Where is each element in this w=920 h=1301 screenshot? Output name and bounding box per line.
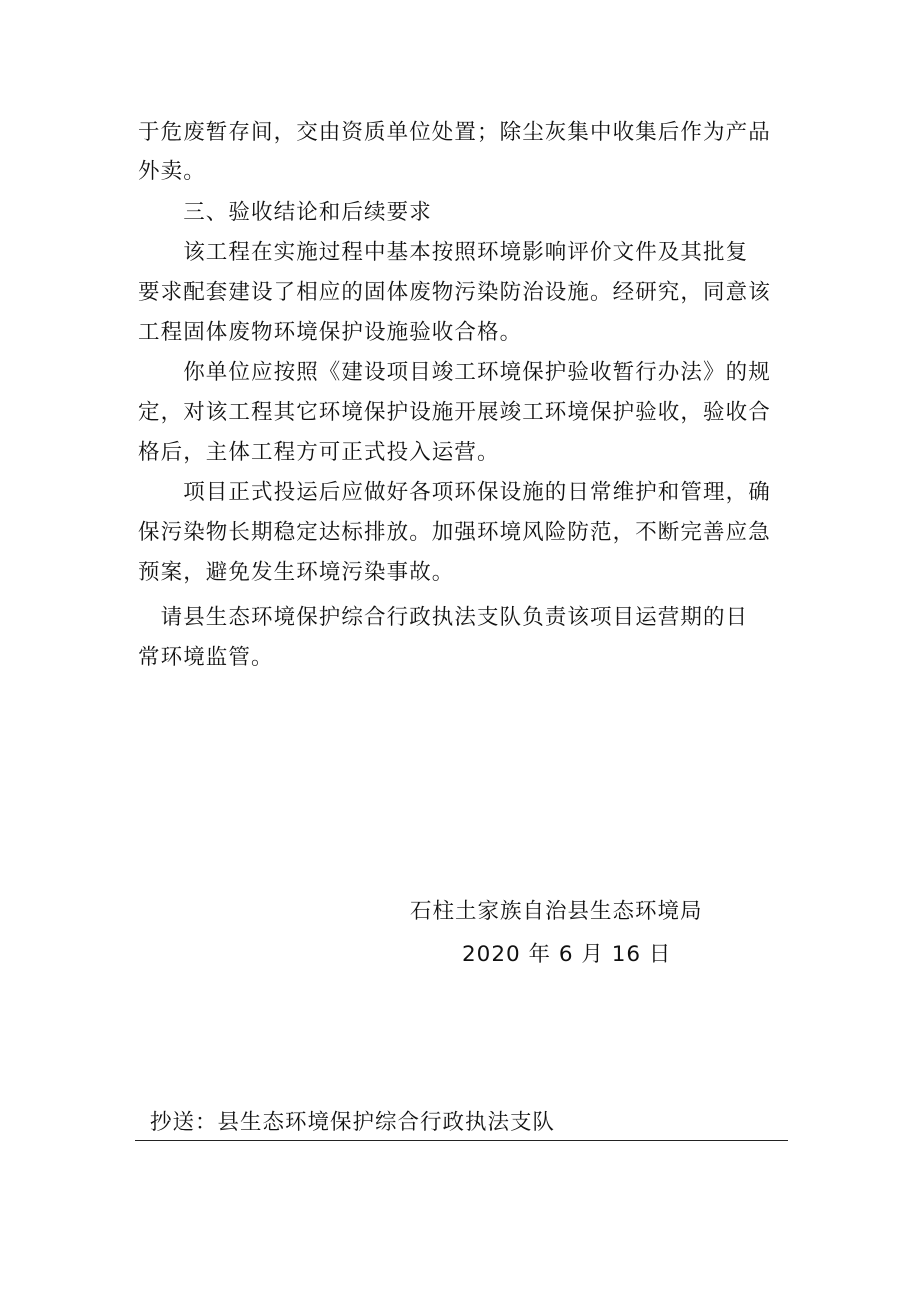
body-line: 于危废暂存间，交由资质单位处置；除尘灰集中收集后作为产品: [138, 120, 771, 145]
body-line: 项目正式投运后应做好各项环保设施的日常维护和管理，确: [138, 480, 771, 505]
body-line: 工程固体废物环境保护设施验收合格。: [138, 320, 523, 345]
body-line: 常环境监管。: [138, 645, 274, 670]
issue-date: 2020 年 6 月 16 日: [462, 942, 672, 967]
body-line: 该工程在实施过程中基本按照环境影响评价文件及其批复: [138, 240, 749, 265]
body-line: 保污染物长期稳定达标排放。加强环境风险防范，不断完善应急: [138, 520, 771, 545]
body-line: 请县生态环境保护综合行政执法支队负责该项目运营期的日: [138, 605, 749, 630]
body-line: 格后，主体工程方可正式投入运营。: [138, 440, 500, 465]
body-line: 要求配套建设了相应的固体废物污染防治设施。经研究，同意该: [138, 280, 771, 305]
body-line: 你单位应按照《建设项目竣工环境保护验收暂行办法》的规: [138, 360, 771, 385]
body-line: 定，对该工程其它环境保护设施开展竣工环境保护验收，验收合: [138, 400, 771, 425]
issuing-organization: 石柱土家族自治县生态环境局: [410, 899, 703, 924]
cc-divider: [135, 1140, 788, 1141]
body-line: 外卖。: [138, 159, 206, 184]
section-heading: 三、验收结论和后续要求: [138, 200, 432, 225]
body-line: 预案，避免发生环境污染事故。: [138, 560, 455, 585]
cc-line: 抄送：县生态环境保护综合行政执法支队: [150, 1110, 556, 1135]
